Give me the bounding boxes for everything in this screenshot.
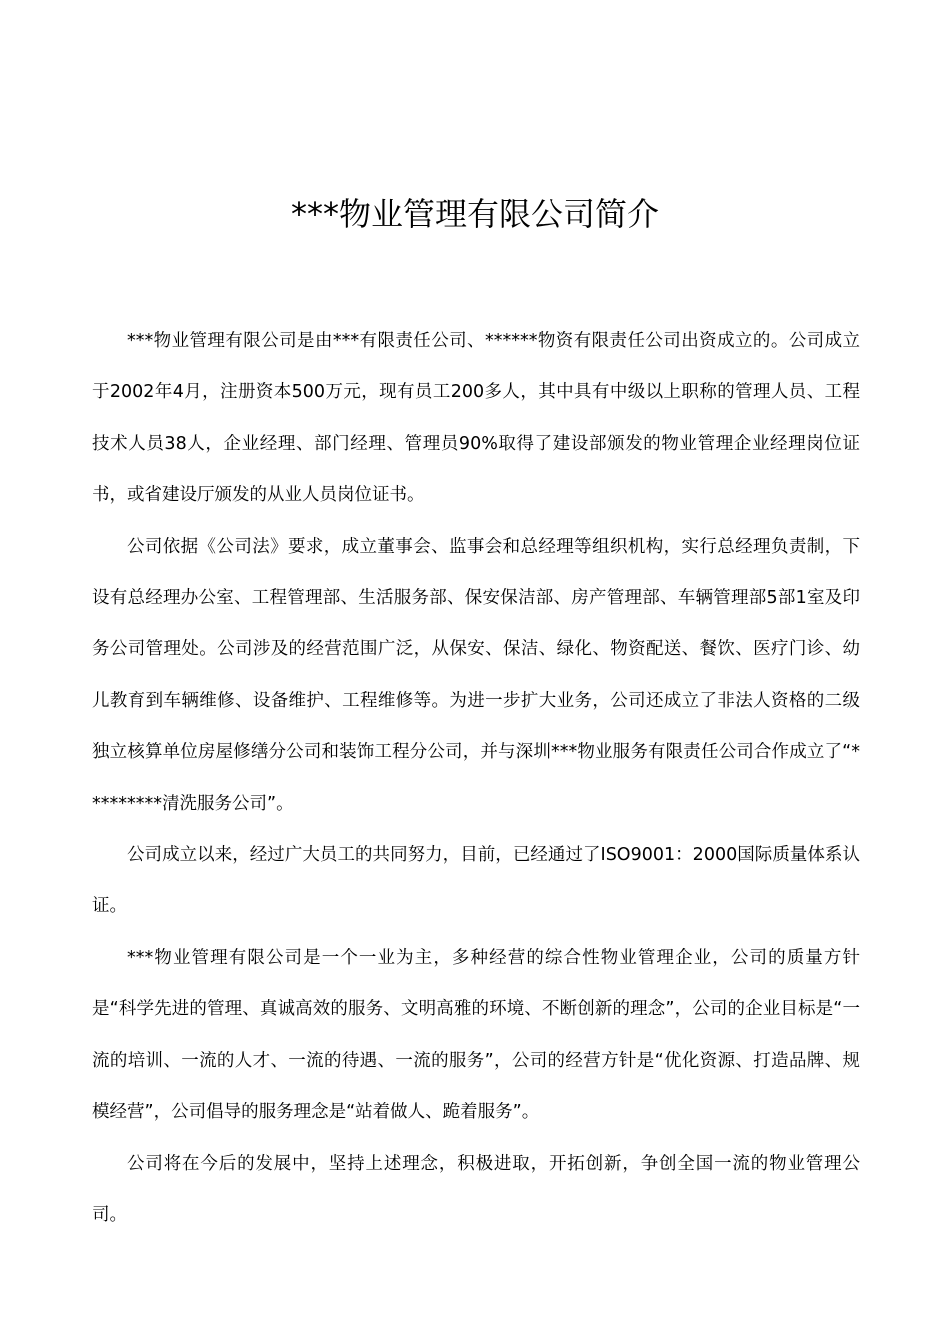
paragraph-policy: ***物业管理有限公司是一个一业为主，多种经营的综合性物业管理企业，公司的质量方针是“科学先进的管理、真诚高效的服务、文明高雅的环境、不断创新的理念”，公司的企业目标是“一流的培训、一流的人才、一流的待遇、一流的服务”，公司的经营方针是“优化资源、打造品牌、规模经营”，公司倡导的服务理念是“站着做人、跪着服务”。 — [92, 947, 860, 1123]
paragraph-intro: ***物业管理有限公司是由***有限责任公司、******物资有限责任公司出资成立的。公司成立于2002年4月，注册资本500万元，现有员工200多人，其中具有中级以上职称的管理人员、工程技术人员38人，企业经理、部门经理、管理员90%取得了建设部颁发的物业管理企业经理岗位证书，或省建设厅颁发的从业人员岗位证书。 — [92, 331, 860, 506]
document-body — [92, 316, 860, 1241]
document-title: ***物业管理有限公司简介 — [290, 195, 659, 233]
paragraph-outlook: 公司将在今后的发展中，坚持上述理念，积极进取，开拓创新，争创全国一流的物业管理公司。 — [92, 1153, 860, 1225]
paragraph-organization: 公司依据《公司法》要求，成立董事会、监事会和总经理等组织机构，实行总经理负责制，下设有总经理办公室、工程管理部、生活服务部、保安保洁部、房产管理部、车辆管理部5部1室及印务公司管理处。公司涉及的经营范围广泛，从保安、保洁、绿化、物资配送、餐饮、医疗门诊、幼儿教育到车辆维修、设备维护、工程维修等。为进一步扩大业务，公司还成立了非法人资格的二级独立核算单位房屋修缮分公司和装饰工程分公司，并与深圳***物业服务有限责任公司合作成立了“*********清洗服务公司”。 — [92, 536, 860, 814]
paragraph-certification: 公司成立以来，经过广大员工的共同努力，目前，已经通过了ISO9001：2000国际质量体系认证。 — [92, 845, 860, 917]
